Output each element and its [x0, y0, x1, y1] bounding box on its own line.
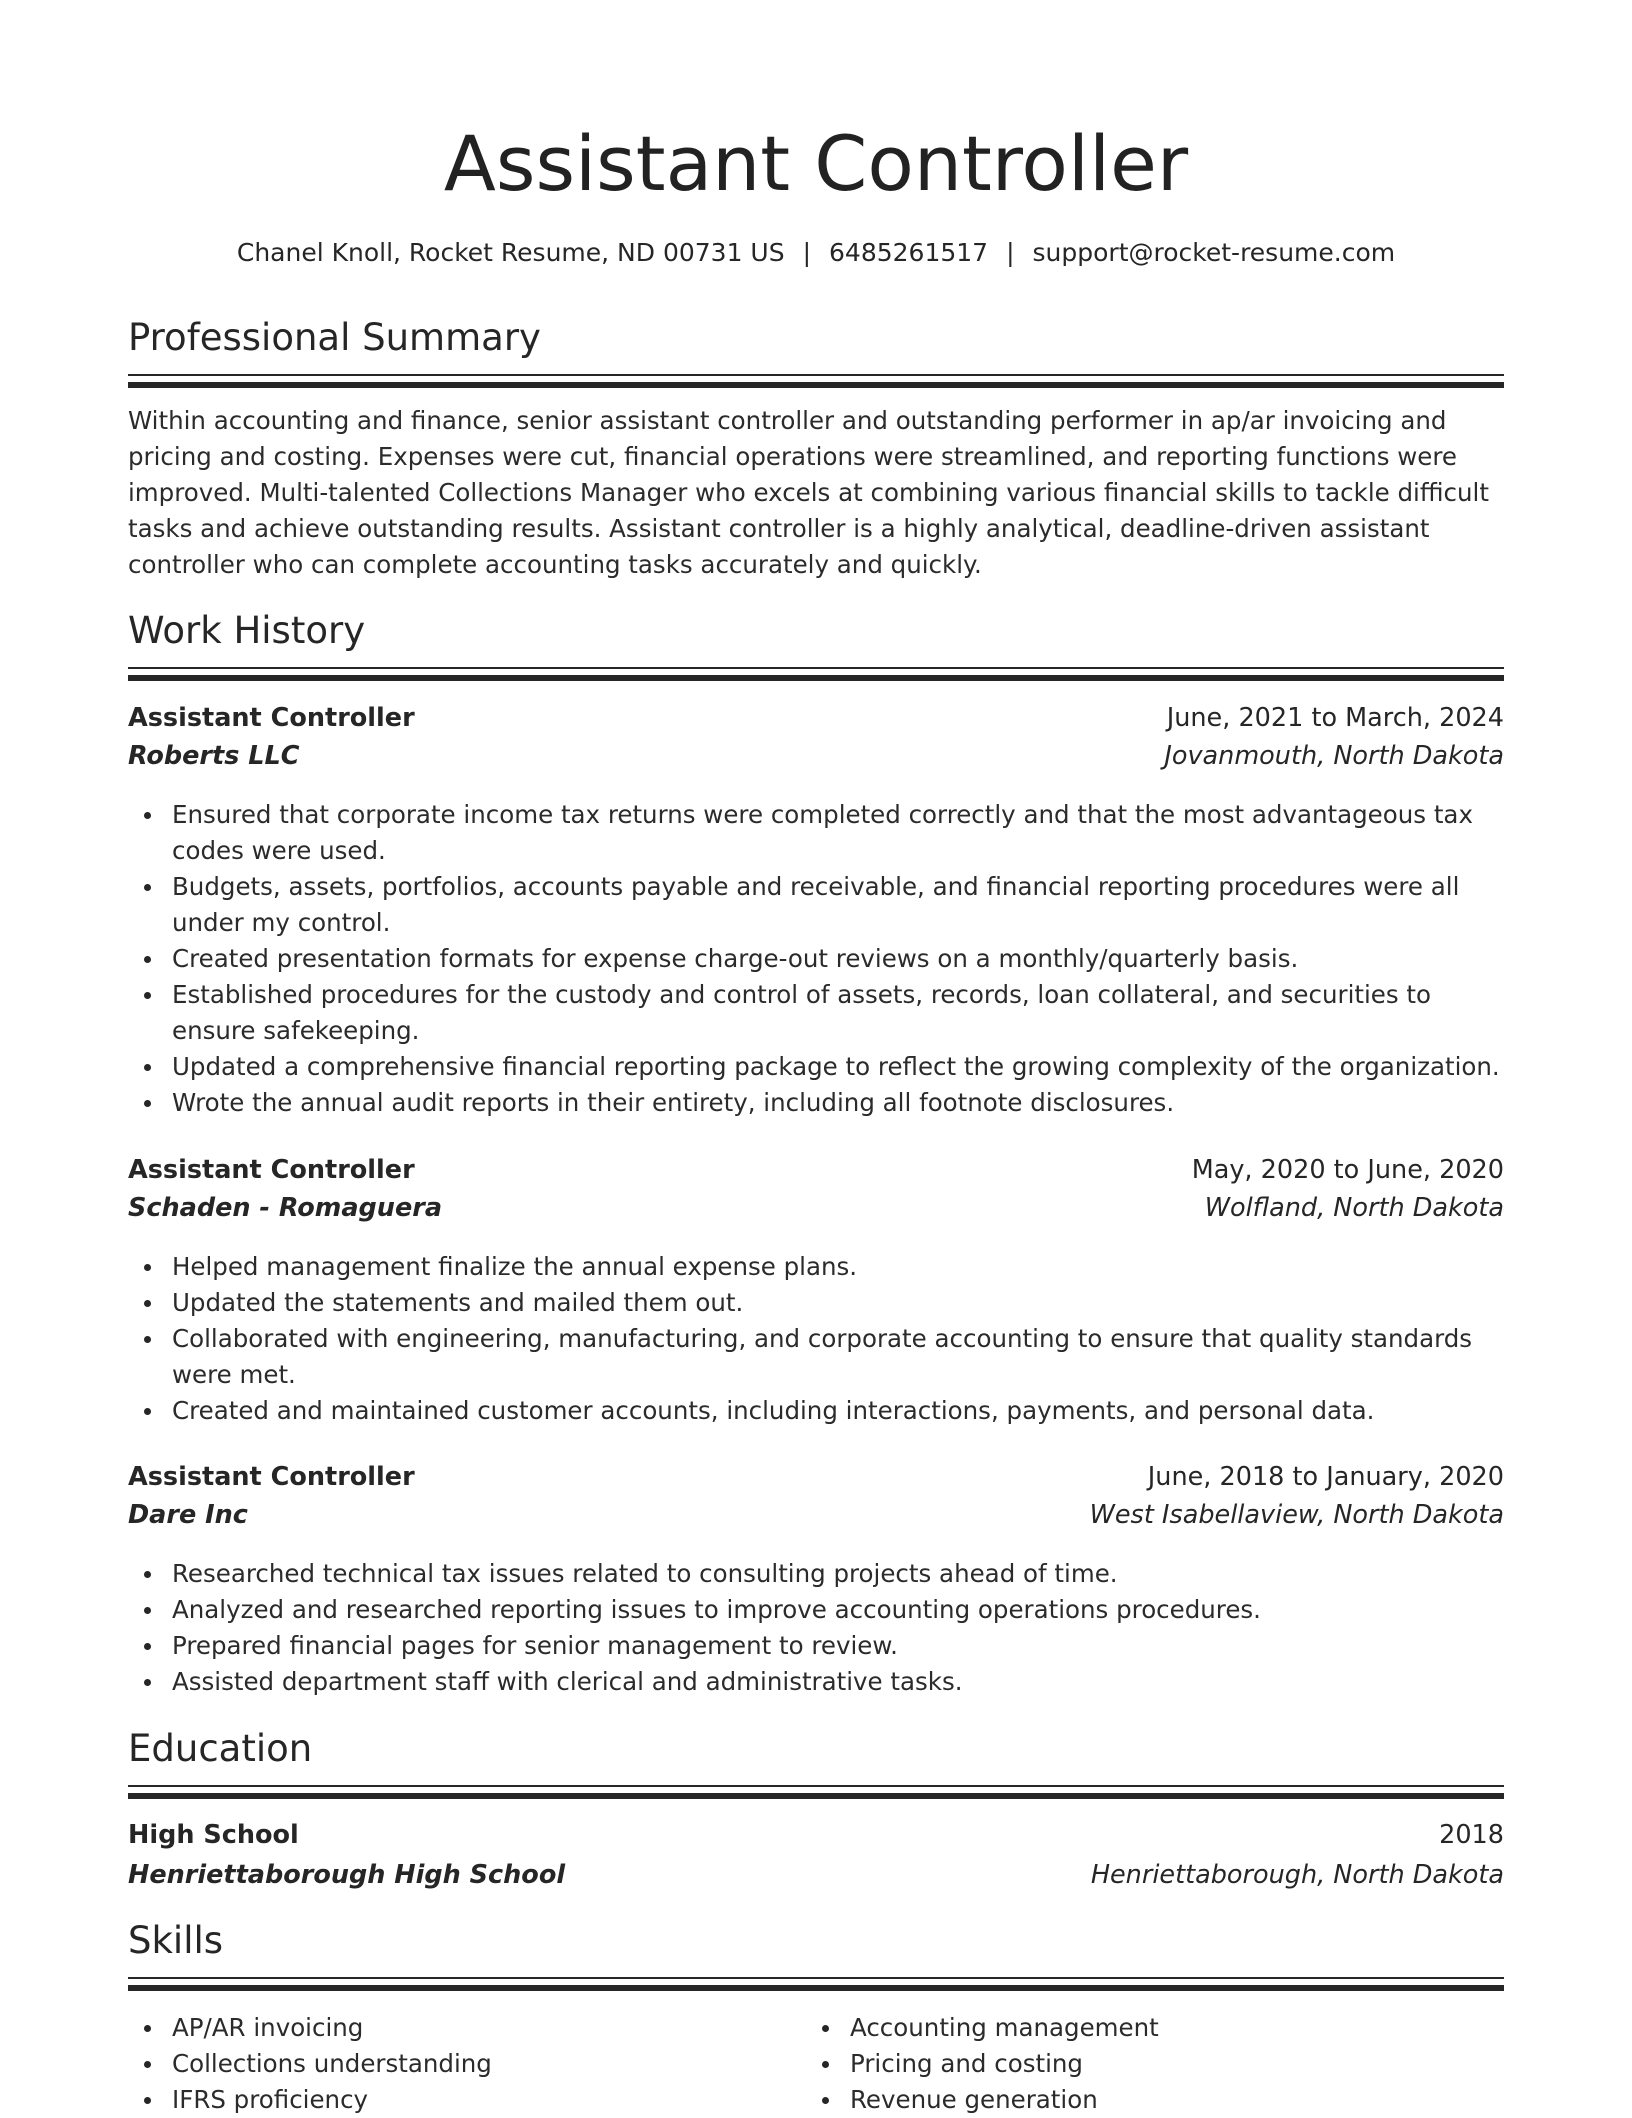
section-divider — [128, 374, 1504, 386]
list-item: Collections understanding — [128, 2046, 808, 2082]
contact-separator: | — [1006, 238, 1015, 267]
list-item: Created presentation formats for expense charge-out reviews on a monthly/quarterly basis. — [128, 941, 1504, 977]
list-item: Analyzed and researched reporting issues to improve accounting operations procedures. — [128, 1592, 1504, 1628]
list-item: Budgets, assets, portfolios, accounts payable and receivable, and financial reporting procedures were all under my control. — [128, 869, 1504, 941]
job-header — [128, 1155, 1504, 1193]
list-item: Updated a comprehensive financial reporting package to reflect the growing complexity of the organization. — [128, 1049, 1504, 1085]
list-item: Created and maintained customer accounts, including interactions, payments, and personal data. — [128, 1393, 1504, 1429]
contact-address: Chanel Knoll, Rocket Resume, ND 00731 US — [236, 238, 785, 267]
job-company: Dare Inc — [128, 1500, 248, 1530]
job-dates: June, 2018 to January, 2020 — [1147, 1462, 1504, 1492]
list-item: Revenue generation — [806, 2082, 1486, 2118]
section-title-skills: Skills — [128, 1919, 224, 1962]
resume-name: Assistant Controller — [443, 119, 1189, 208]
job-location: Wolfland, North Dakota — [1204, 1193, 1504, 1223]
contact-line — [128, 238, 1504, 267]
list-item: Updated the statements and mailed them out. — [128, 1285, 1504, 1321]
job-subheader — [128, 1500, 1504, 1538]
job-role: Assistant Controller — [128, 1462, 415, 1492]
list-item: Collaborated with engineering, manufacturing, and corporate accounting to ensure that quality standards were met. — [128, 1321, 1504, 1393]
section-title-work: Work History — [128, 609, 366, 652]
list-item: Established procedures for the custody and control of assets, records, loan collateral, and securities to ensure safekeeping. — [128, 977, 1504, 1049]
education-header — [128, 1820, 1504, 1858]
list-item: Prepared financial pages for senior management to review. — [128, 1628, 1504, 1664]
list-item: AP/AR invoicing — [128, 2010, 808, 2046]
section-title-education: Education — [128, 1727, 313, 1770]
section-divider — [128, 1785, 1504, 1797]
education-location: Henriettaborough, North Dakota — [1090, 1860, 1504, 1890]
contact-separator: | — [802, 238, 812, 267]
education-school: Henriettaborough High School — [128, 1860, 566, 1890]
job-subheader — [128, 1193, 1504, 1231]
list-item: Wrote the annual audit reports in their entirety, including all footnote disclosures. — [128, 1085, 1504, 1121]
job-location: West Isabellaview, North Dakota — [1089, 1500, 1504, 1530]
job-header — [128, 1462, 1504, 1500]
job-dates: May, 2020 to June, 2020 — [1191, 1155, 1504, 1185]
list-item: Pricing and costing — [806, 2046, 1486, 2082]
job-location: Jovanmouth, North Dakota — [1164, 741, 1504, 771]
job-header — [128, 703, 1504, 741]
job-company: Schaden - Romaguera — [128, 1193, 443, 1223]
contact-phone: 6485261517 — [829, 238, 989, 267]
education-subheader — [128, 1860, 1504, 1898]
list-item: Helped management finalize the annual expense plans. — [128, 1249, 1504, 1285]
job-bullets — [128, 797, 1504, 1121]
list-item: Ensured that corporate income tax returns were completed correctly and that the most advantageous tax codes were used. — [128, 797, 1504, 869]
skills-list-right — [806, 2010, 1486, 2118]
job-dates: June, 2021 to March, 2024 — [1166, 703, 1504, 733]
section-divider — [128, 667, 1504, 679]
section-title-summary: Professional Summary — [128, 316, 541, 359]
job-bullets — [128, 1249, 1504, 1429]
job-bullets — [128, 1556, 1504, 1700]
skills-list-left — [128, 2010, 808, 2118]
list-item: Researched technical tax issues related to consulting projects ahead of time. — [128, 1556, 1504, 1592]
section-divider — [128, 1977, 1504, 1989]
job-role: Assistant Controller — [128, 703, 415, 733]
summary-text: Within accounting and finance, senior assistant controller and outstanding performer in ap/ar invoicing and pricing and costing. Expenses were cut, financial operations were streamlined, and reporting functions were improved. Multi-talented Collections Manager who excels at combining various financial skills to tackle difficult tasks and achieve outstanding results. Assistant controller is a highly analytical, deadline-driven assistant controller who can complete accounting tasks accurately and quickly. — [128, 406, 1489, 579]
contact-email: support@rocket-resume.com — [1032, 238, 1396, 267]
list-item: Accounting management — [806, 2010, 1486, 2046]
job-role: Assistant Controller — [128, 1155, 415, 1185]
job-subheader — [128, 741, 1504, 779]
education-year: 2018 — [1439, 1820, 1504, 1850]
job-company: Roberts LLC — [128, 741, 300, 771]
list-item: IFRS proficiency — [128, 2082, 808, 2118]
education-degree: High School — [128, 1820, 299, 1850]
list-item: Assisted department staff with clerical and administrative tasks. — [128, 1664, 1504, 1700]
